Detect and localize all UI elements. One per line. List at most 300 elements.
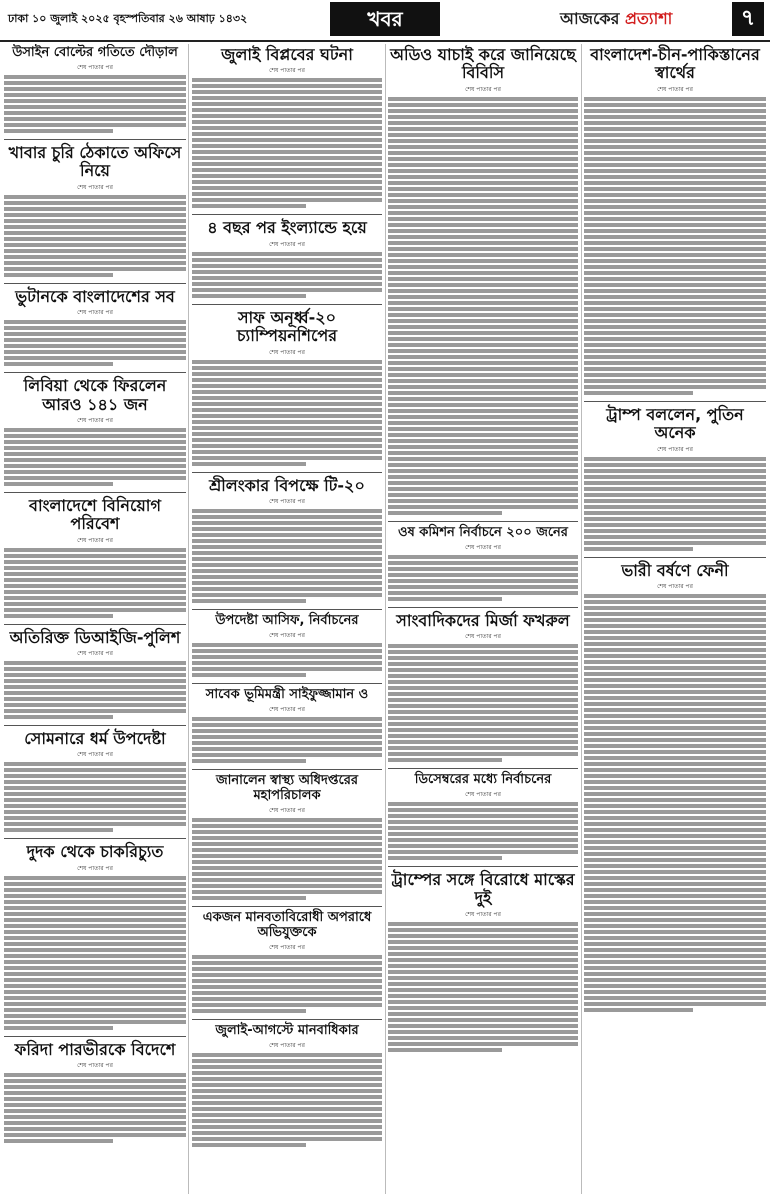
text-line [4,1127,186,1131]
text-line [584,217,766,221]
text-line [192,860,382,864]
text-line [4,201,186,205]
story-headline: উসাইন বোল্টের গতিতে দৌড়াল [12,45,178,60]
story-headline: অতিরিক্ত ডিআইজি-পুলিশ [9,627,181,647]
text-line [192,587,382,591]
text-line [4,930,186,934]
story-body [584,97,766,395]
text-line [388,241,578,245]
text-line [584,840,766,844]
column-2 [192,44,382,1194]
text-line [4,673,186,677]
text-line [4,1085,186,1089]
story-headline: ভুটানকে বাংলাদেশের সব [15,286,175,306]
text-line [4,996,186,1000]
continued-label: শেষ পাতার পর [269,67,305,75]
text-line [584,385,766,389]
story-headline: ফরিদা পারভীরকে বিদেশে [14,1039,176,1059]
text-line [192,753,382,757]
story-headline: জুলাই-আগস্টে মানবাধিকার [215,1022,359,1038]
text-line [4,255,186,259]
text-line [192,1065,382,1069]
text-line [388,1006,578,1010]
text-line [192,156,382,160]
news-story [192,911,382,1013]
text-line [388,187,578,191]
text-line [4,548,186,552]
text-line [4,117,186,121]
text-line [584,810,766,814]
text-line [388,970,578,974]
text-line [584,750,766,754]
text-line [192,854,382,858]
text-line [388,193,578,197]
story-headline: একজন মানবতাবিরোধী অপরাধে অভিযুক্তকে [202,909,372,940]
text-line [584,139,766,143]
text-line [388,337,578,341]
text-line [192,384,382,388]
text-line [192,824,382,828]
text-line [192,180,382,184]
text-line [192,402,382,406]
text-line [4,1139,113,1143]
text-line [192,830,382,834]
text-line [192,527,382,531]
continued-label: শেষ পাতার পর [657,85,693,93]
text-line [584,876,766,880]
text-line [4,440,186,444]
text-line [388,307,578,311]
text-line [388,289,578,293]
text-line [4,362,113,366]
text-line [388,223,578,227]
text-line [584,457,766,461]
text-line [192,563,382,567]
text-line [4,446,186,450]
text-line [192,420,382,424]
text-line [4,691,186,695]
text-line [192,102,382,106]
text-line [584,768,766,772]
text-line [192,551,382,555]
text-line [584,331,766,335]
text-line [584,936,766,940]
text-line [388,469,578,473]
news-story [4,843,186,1029]
text-line [388,175,578,179]
text-line [584,475,766,479]
text-line [192,438,382,442]
text-line [4,590,186,594]
text-line [192,575,382,579]
text-line [388,235,578,239]
text-line [4,261,186,265]
text-line [584,756,766,760]
text-line [192,366,382,370]
text-line [192,408,382,412]
text-line [192,979,382,983]
text-line [388,752,578,756]
story-body [192,818,382,900]
story-divider [584,557,766,558]
text-line [388,650,578,654]
text-line [584,535,766,539]
text-line [584,780,766,784]
text-line [388,211,578,215]
text-line [388,205,578,209]
text-line [388,325,578,329]
text-line [388,808,578,812]
text-line [584,630,766,634]
text-line [388,295,578,299]
text-line [388,686,578,690]
news-story [192,309,382,466]
text-line [192,985,382,989]
text-line [584,307,766,311]
text-line [192,84,382,88]
text-line [192,138,382,142]
text-line [388,716,578,720]
text-line [584,660,766,664]
text-line [388,397,578,401]
text-line [4,207,186,211]
text-line [192,294,306,298]
text-line [4,231,186,235]
text-line [388,163,578,167]
text-line [584,367,766,371]
text-line [4,667,186,671]
text-line [388,597,502,601]
text-line [4,614,113,618]
text-line [4,798,186,802]
continued-label: শেষ পাতার পর [269,631,305,639]
text-line [388,573,578,577]
text-line [584,912,766,916]
text-line [584,223,766,227]
text-line [4,572,186,576]
text-line [584,349,766,353]
news-story [192,46,382,208]
text-line [584,121,766,125]
text-line [388,1030,578,1034]
text-line [584,882,766,886]
section-title: খবর [330,2,440,36]
text-line [4,1079,186,1083]
text-line [388,579,578,583]
text-line [388,181,578,185]
news-story [4,288,186,366]
text-line [192,1119,382,1123]
text-line [192,991,382,995]
text-line [4,900,186,904]
text-line [4,482,113,486]
text-line [584,918,766,922]
text-line [4,894,186,898]
text-line [192,414,382,418]
text-line [584,984,766,988]
text-line [388,127,578,131]
news-story [4,497,186,618]
continued-label: শেষ পাতার পর [657,445,693,453]
text-line [192,1125,382,1129]
text-line [584,355,766,359]
story-body [192,78,382,208]
text-line [584,702,766,706]
text-line [192,735,382,739]
text-line [584,1008,693,1012]
continued-label: শেষ পাতার পর [465,543,501,551]
story-headline: বাংলাদেশ-চীন-পাকিস্তানের স্বার্থের [590,45,760,83]
text-line [388,814,578,818]
text-line [388,832,578,836]
column-4 [584,44,766,1194]
text-line [192,162,382,166]
text-line [4,924,186,928]
text-line [584,541,766,545]
news-story [192,688,382,763]
text-line [584,505,766,509]
text-line [584,97,766,101]
text-line [584,175,766,179]
text-line [4,984,186,988]
text-line [388,644,578,648]
text-line [584,738,766,742]
text-line [4,703,186,707]
text-line [192,378,382,382]
text-line [4,356,186,360]
text-line [192,144,382,148]
text-line [584,792,766,796]
text-line [192,1107,382,1111]
text-line [584,103,766,107]
story-body [4,661,186,719]
text-line [584,906,766,910]
text-line [388,1024,578,1028]
text-line [388,922,578,926]
continued-label: শেষ পাতার পর [77,183,113,191]
text-line [388,934,578,938]
text-line [584,301,766,305]
text-line [4,828,113,832]
text-line [388,427,578,431]
text-line [192,150,382,154]
story-body [192,1053,382,1147]
text-line [584,612,766,616]
continued-label: শেষ পাতার পর [465,910,501,918]
page-header [0,0,770,42]
text-line [388,253,578,257]
text-line [388,373,578,377]
text-line [584,157,766,161]
news-story [192,774,382,900]
story-headline: খাবার চুরি ঠেকাতে অফিসে নিয়ে [8,142,182,181]
text-line [584,469,766,473]
text-line [4,267,186,271]
story-headline: ওষ কমিশন নির্বাচনে ২০০ জনের [398,524,568,540]
text-line [584,924,766,928]
text-line [584,828,766,832]
text-line [192,673,306,677]
news-story [4,46,186,133]
text-line [388,838,578,842]
text-line [584,624,766,628]
text-line [388,746,578,750]
text-line [584,648,766,652]
story-divider [4,624,186,625]
text-line [388,656,578,660]
text-line [388,487,578,491]
text-line [388,946,578,950]
logo-part1: আজকের [560,9,620,28]
text-line [192,258,382,262]
text-line [4,1002,186,1006]
continued-label: শেষ পাতার পর [269,705,305,713]
text-line [388,343,578,347]
page-number: ৭ [732,2,764,36]
text-line [388,415,578,419]
text-line [192,114,382,118]
text-line [584,978,766,982]
text-line [192,842,382,846]
text-line [388,115,578,119]
text-line [4,273,113,277]
text-line [584,343,766,347]
text-line [192,649,382,653]
text-line [192,90,382,94]
text-line [4,326,186,330]
story-body [192,360,382,466]
text-line [388,710,578,714]
text-line [4,762,186,766]
text-line [584,666,766,670]
text-line [192,569,382,573]
column-divider [385,44,386,1194]
text-line [4,912,186,916]
text-line [584,798,766,802]
story-body [192,717,382,763]
story-body [4,548,186,618]
text-line [192,168,382,172]
text-line [584,732,766,736]
continued-label: শেষ পাতার পর [77,416,113,424]
text-line [584,463,766,467]
text-line [584,241,766,245]
text-line [388,439,578,443]
text-line [192,599,306,603]
story-divider [192,1019,382,1020]
column-divider [581,44,582,1194]
text-line [584,289,766,293]
text-line [192,282,382,286]
text-line [584,714,766,718]
story-divider [388,768,578,769]
story-divider [192,214,382,215]
text-line [4,1133,186,1137]
text-line [4,434,186,438]
text-line [192,896,306,900]
text-line [388,349,578,353]
story-body [388,555,578,601]
text-line [4,697,186,701]
text-line [388,139,578,143]
story-body [192,509,382,603]
text-line [584,690,766,694]
text-line [388,169,578,173]
text-line [4,972,186,976]
continued-label: শেষ পাতার পর [77,1062,113,1070]
text-line [388,982,578,986]
text-line [4,1014,186,1018]
text-line [192,655,382,659]
text-line [584,708,766,712]
continued-label: শেষ পাতার পর [269,1041,305,1049]
text-line [584,954,766,958]
text-line [584,499,766,503]
text-line [192,661,382,665]
news-story [388,46,578,515]
text-line [388,151,578,155]
story-body [192,643,382,677]
text-line [584,181,766,185]
story-divider [4,283,186,284]
text-line [192,450,382,454]
text-line [192,432,382,436]
text-line [4,578,186,582]
text-line [388,499,578,503]
text-line [4,105,186,109]
text-line [584,193,766,197]
news-story [388,871,578,1052]
text-line [388,385,578,389]
story-body [388,644,578,762]
text-line [4,1026,113,1030]
text-line [4,219,186,223]
text-line [388,355,578,359]
text-line [192,1077,382,1081]
text-line [192,717,382,721]
text-line [388,103,578,107]
text-line [388,698,578,702]
text-line [388,133,578,137]
text-line [388,277,578,281]
text-line [388,145,578,149]
text-line [4,966,186,970]
story-divider [4,492,186,493]
text-line [584,966,766,970]
text-line [192,1009,306,1013]
story-body [4,876,186,1030]
text-line [192,729,382,733]
continued-label: শেষ পাতার পর [269,806,305,814]
story-headline: সোমনারে ধর্ম উপদেষ্টা [24,729,166,749]
text-line [388,109,578,113]
text-line [584,379,766,383]
text-line [4,470,186,474]
text-line [192,390,382,394]
text-line [192,372,382,376]
text-line [4,1103,186,1107]
text-line [192,515,382,519]
text-line [192,533,382,537]
text-line [584,127,766,131]
story-divider [192,304,382,305]
text-line [4,237,186,241]
news-story [388,612,578,762]
story-headline: ট্রাম্প বললেন, পুতিন অনেক [606,404,744,443]
story-divider [4,838,186,839]
continued-label: শেষ পাতার পর [269,240,305,248]
text-line [192,252,382,256]
